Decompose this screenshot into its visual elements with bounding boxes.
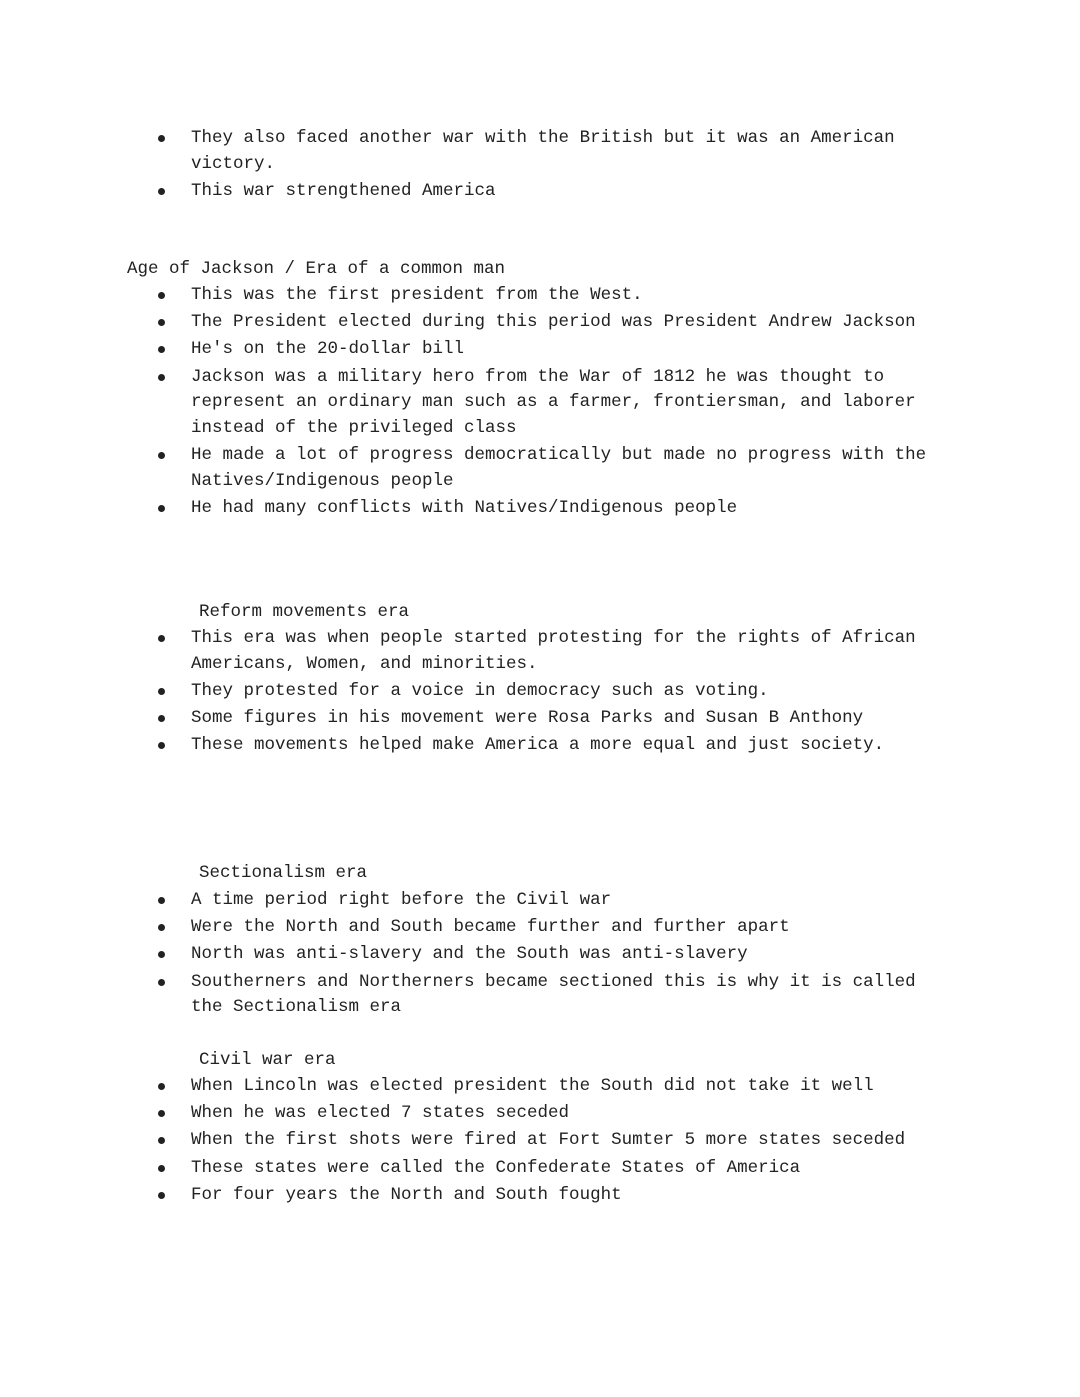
- bullet-text: This was the first president from the West.: [191, 285, 643, 305]
- list-item: [0, 888, 951, 914]
- list-item: [0, 365, 951, 442]
- list-item: [0, 1156, 951, 1182]
- bullet-icon: [158, 292, 165, 299]
- bullet-icon: [158, 979, 165, 986]
- bullet-icon: [158, 635, 165, 642]
- list-item: [0, 337, 951, 363]
- bullet-text: They also faced another war with the British but it was an American victory.: [191, 128, 895, 174]
- list-item: [0, 179, 951, 205]
- bullet-icon: [158, 897, 165, 904]
- bullet-text: He's on the 20-dollar bill: [191, 339, 465, 360]
- bullet-text: This war strengthened America: [191, 180, 496, 201]
- bullet-text: Southerners and Northerners became sectioned this is why it is called the Sectionalism era: [191, 971, 916, 1018]
- bullet-icon: [158, 346, 165, 353]
- list-item: [0, 970, 951, 1021]
- reform-bullet-list: [0, 626, 1080, 760]
- list-item: [0, 310, 951, 336]
- bullet-text: These movements helped make America a more equal and just society.: [191, 735, 885, 756]
- bullet-icon: [158, 452, 165, 459]
- civil-war-bullet-list: [0, 1074, 1080, 1210]
- bullet-icon: [158, 951, 165, 958]
- bullet-icon: [158, 742, 165, 749]
- civil-war-heading: Civil war era: [199, 1050, 336, 1070]
- bullet-text: They protested for a voice in democracy such as voting.: [191, 680, 769, 701]
- bullet-text: He had many conflicts with Natives/Indigenous people: [191, 497, 738, 518]
- bullet-text: These states were called the Confederate States of America: [191, 1157, 801, 1178]
- bullet-text: When the first shots were fired at Fort Sumter 5 more states seceded: [191, 1130, 906, 1151]
- bullet-icon: [158, 319, 165, 326]
- bullet-icon: [158, 188, 165, 195]
- jackson-heading: Age of Jackson / Era of a common man: [127, 259, 506, 279]
- bullet-text: A time period right before the Civil war: [191, 890, 612, 910]
- list-item: [0, 1183, 951, 1209]
- list-item: [0, 679, 951, 705]
- bullet-text: The President elected during this period was President Andrew Jackson: [191, 312, 916, 333]
- intro-bullet-list: [0, 126, 1080, 206]
- list-item: [0, 915, 951, 941]
- bullet-text: Jackson was a military hero from the War of 1812 he was thought to represent an ordinary man such as a farmer, frontiersman, and laborer instead of the privileged class: [191, 366, 916, 438]
- sectionalism-heading: Sectionalism era: [199, 863, 368, 883]
- list-item: [0, 496, 951, 522]
- bullet-icon: [158, 924, 165, 931]
- list-item: [0, 626, 951, 677]
- bullet-text: For four years the North and South fought: [191, 1184, 622, 1205]
- sectionalism-bullet-list: [0, 888, 1080, 1022]
- bullet-icon: [158, 1083, 165, 1090]
- bullet-text: When Lincoln was elected president the South did not take it well: [191, 1076, 874, 1096]
- list-item: [0, 1101, 951, 1127]
- bullet-icon: [158, 135, 165, 142]
- jackson-bullet-list: [0, 283, 1080, 523]
- bullet-icon: [158, 505, 165, 512]
- list-item: [0, 1074, 951, 1100]
- bullet-icon: [158, 1165, 165, 1172]
- bullet-text: Were the North and South became further and further apart: [191, 917, 790, 938]
- bullet-icon: [158, 1137, 165, 1144]
- list-item: [0, 706, 951, 732]
- bullet-icon: [158, 1110, 165, 1117]
- bullet-text: This era was when people started protesting for the rights of African Americans, Women, and minorities.: [191, 628, 916, 674]
- bullet-text: Some figures in his movement were Rosa Parks and Susan B Anthony: [191, 707, 864, 728]
- reform-heading: Reform movements era: [199, 602, 410, 622]
- list-item: [0, 283, 951, 309]
- bullet-icon: [158, 715, 165, 722]
- list-item: [0, 1128, 951, 1154]
- bullet-text: North was anti-slavery and the South was anti-slavery: [191, 944, 748, 965]
- bullet-text: He made a lot of progress democratically but made no progress with the Natives/Indigenous people: [191, 444, 927, 491]
- bullet-icon: [158, 1192, 165, 1199]
- list-item: [0, 942, 951, 968]
- bullet-icon: [158, 688, 165, 695]
- bullet-text: When he was elected 7 states seceded: [191, 1103, 570, 1124]
- list-item: [0, 443, 951, 494]
- list-item: [0, 733, 951, 759]
- list-item: [0, 126, 951, 177]
- bullet-icon: [158, 374, 165, 381]
